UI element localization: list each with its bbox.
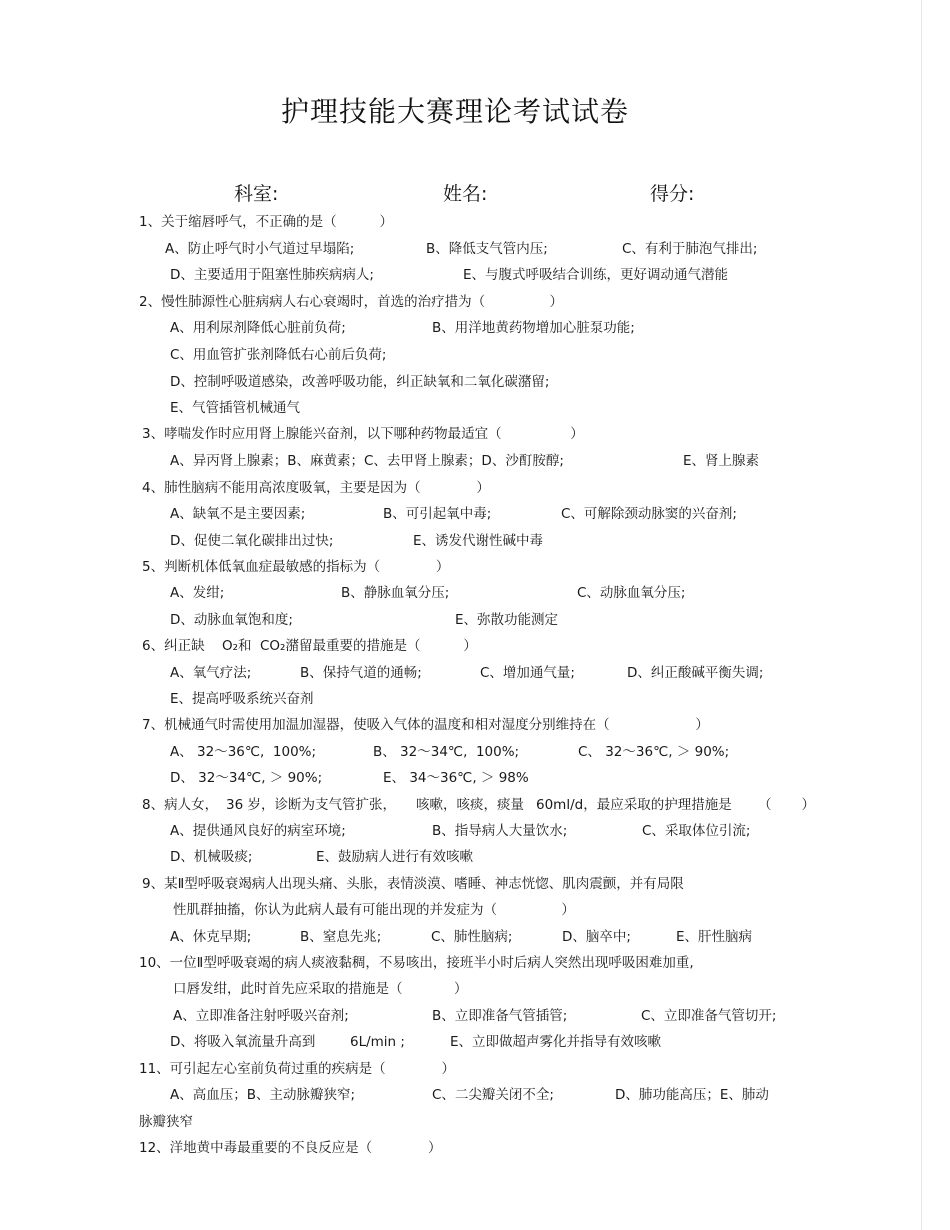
option: A、异丙肾上腺素；B、麻黄素；C、去甲肾上腺素；D、沙酊胺醇; (170, 453, 564, 469)
option: B、可引起氧中毒; (383, 506, 492, 522)
question-10-options-row-1 (0, 1007, 920, 1025)
department-label: 科室: (234, 183, 279, 205)
stem-part: 60ml/d，最应采取的护理措施是 (536, 797, 732, 813)
option: D、动脉血氧饱和度; (170, 612, 293, 628)
question-9-options-row (0, 928, 920, 946)
question-3-stem: 3、哮喘发作时应用肾上腺能兴奋剂，以下哪种药物最适宜（ ） (142, 426, 584, 442)
question-4-stem: 4、肺性脑病不能用高浓度吸氧，主要是因为（ ） (142, 480, 490, 496)
stem-part: 6、纠正缺 (142, 638, 205, 654)
question-11-options-row (0, 1086, 920, 1104)
question-11-stem: 11、可引起左心室前负荷过重的疾病是（ ） (139, 1061, 455, 1077)
option: D、促使二氧化碳排出过快; (170, 533, 334, 549)
stem-part: 咳嗽，咳痰，痰量 (416, 797, 524, 813)
exam-title: 护理技能大赛理论考试试卷 (280, 95, 629, 128)
option: A、缺氧不是主要因素; (170, 506, 306, 522)
question-12-stem: 12、洋地黄中毒最重要的不良反应是（ ） (139, 1140, 442, 1156)
question-1-options-row-1 (0, 240, 920, 258)
option: E、肝性脑病 (676, 929, 753, 945)
stem-part: 8、病人女， (142, 797, 219, 813)
question-1-options-row-2 (0, 266, 920, 284)
option: A、氧气疗法; (170, 665, 252, 681)
option: A、防止呼气时小气道过早塌陷; (165, 241, 355, 257)
option: C、肺性脑病; (431, 929, 513, 945)
question-8-options-row-1 (0, 822, 920, 840)
question-7-options-row-1 (0, 743, 920, 761)
option: C、采取体位引流; (642, 823, 751, 839)
option: D、主要适用于阻塞性肺疾病病人; (170, 267, 374, 283)
option: B、窒息先兆; (300, 929, 382, 945)
option-wrap: 脉瓣狭窄 (139, 1114, 193, 1130)
question-9-stem: 9、某Ⅱ型呼吸衰竭病人出现头痛、头胀，表情淡漠、嗜睡、神志恍惚、肌肉震颤，并有局限 (142, 876, 684, 892)
option: B、立即准备气管插管; (432, 1008, 568, 1024)
option: E、弥散功能测定 (455, 612, 559, 628)
question-5-stem: 5、判断机体低氧血症最敏感的指标为（ ） (142, 559, 450, 575)
question-7-options-row-2 (0, 769, 920, 787)
question-6-stem (0, 637, 920, 655)
option: B、降低支气管内压; (426, 241, 548, 257)
option: A、高血压；B、主动脉瓣狭窄; (170, 1087, 356, 1103)
question-10-stem-continued: 口唇发绀，此时首先应采取的措施是（ ） (173, 981, 468, 997)
option: C、可解除颈动脉窦的兴奋剂; (561, 506, 737, 522)
option: D、控制呼吸道感染，改善呼吸功能，纠正缺氧和二氧化碳潴留; (170, 374, 550, 390)
name-label: 姓名: (443, 183, 488, 205)
option: E、 34～36℃, ＞ 98% (383, 770, 529, 786)
question-3-options-row (0, 452, 920, 470)
option: C、有利于肺泡气排出; (622, 241, 758, 257)
option: E、气管插管机械通气 (170, 400, 301, 416)
option: E、与腹式呼吸结合训练，更好调动通气潜能 (463, 267, 729, 283)
option: B、保持气道的通畅; (300, 665, 422, 681)
option: A、用利尿剂降低心脏前负荷; (170, 320, 346, 336)
option: D、脑卒中; (562, 929, 631, 945)
option: C、增加通气量; (480, 665, 575, 681)
question-4-options-row-1 (0, 505, 920, 523)
option: B、 32～34℃, 100%; (373, 744, 520, 760)
stem-part: O₂和 (222, 638, 252, 654)
question-2-options-row-1 (0, 319, 920, 337)
option: E、立即做超声雾化并指导有效咳嗽 (450, 1034, 662, 1050)
question-7-stem: 7、机械通气时需使用加温加湿器，使吸入气体的温度和相对湿度分别维持在（ ） (142, 717, 709, 733)
option: D、 32～34℃, ＞ 90%; (170, 770, 323, 786)
option-value: 6L/min ; (350, 1034, 405, 1050)
question-10-stem: 10、一位Ⅱ型呼吸衰竭的病人痰液黏稠，不易咳出，接班半小时后病人突然出现呼吸困难加重, (139, 955, 694, 971)
option: E、诱发代谢性碱中毒 (413, 533, 544, 549)
option: B、用洋地黄药物增加心脏泵功能; (432, 320, 635, 336)
option: D、将吸入氧流量升高到 (170, 1034, 316, 1050)
option: A、立即准备注射呼吸兴奋剂; (173, 1008, 349, 1024)
score-label: 得分: (650, 183, 695, 205)
option: D、机械吸痰; (170, 849, 253, 865)
option: E、提高呼吸系统兴奋剂 (170, 691, 314, 707)
option: B、静脉血氧分压; (341, 585, 450, 601)
option: E、肾上腺素 (683, 453, 760, 469)
option: C、立即准备气管切开; (641, 1008, 777, 1024)
option: D、纠正酸碱平衡失调; (627, 665, 764, 681)
question-5-options-row-2 (0, 611, 920, 629)
question-9-stem-continued: 性肌群抽搐，你认为此病人最有可能出现的并发症为（ ） (173, 902, 575, 918)
question-6-options-row-1 (0, 664, 920, 682)
option: C、动脉血氧分压; (577, 585, 686, 601)
option: C、用血管扩张剂降低右心前后负荷; (170, 347, 387, 363)
page-edge-divider (921, 0, 922, 1230)
option: C、 32～36℃, ＞ 90%; (578, 744, 730, 760)
question-4-options-row-2 (0, 532, 920, 550)
question-8-options-row-2 (0, 848, 920, 866)
option: D、肺功能高压；E、肺动 (615, 1087, 769, 1103)
question-10-options-row-2 (0, 1033, 920, 1051)
question-8-stem (0, 796, 920, 814)
option: A、休克早期; (170, 929, 252, 945)
question-5-options-row-1 (0, 584, 920, 602)
question-1-stem: 1、关于缩唇呼气，不正确的是（ ） (139, 214, 394, 230)
option: E、鼓励病人进行有效咳嗽 (316, 849, 474, 865)
option: C、二尖瓣关闭不全; (432, 1087, 554, 1103)
option: A、发绀; (170, 585, 225, 601)
question-2-stem: 2、慢性肺源性心脏病病人右心衰竭时，首选的治疗措为（ ） (139, 294, 563, 310)
option: A、 32～36℃, 100%; (170, 744, 317, 760)
stem-part: CO₂潴留最重要的措施是（ ） (260, 638, 477, 654)
option: A、提供通风良好的病室环境; (170, 823, 346, 839)
stem-part: 36 岁，诊断为支气管扩张， (226, 797, 396, 813)
stem-part: （ ） (758, 797, 816, 813)
option: B、指导病人大量饮水; (432, 823, 568, 839)
